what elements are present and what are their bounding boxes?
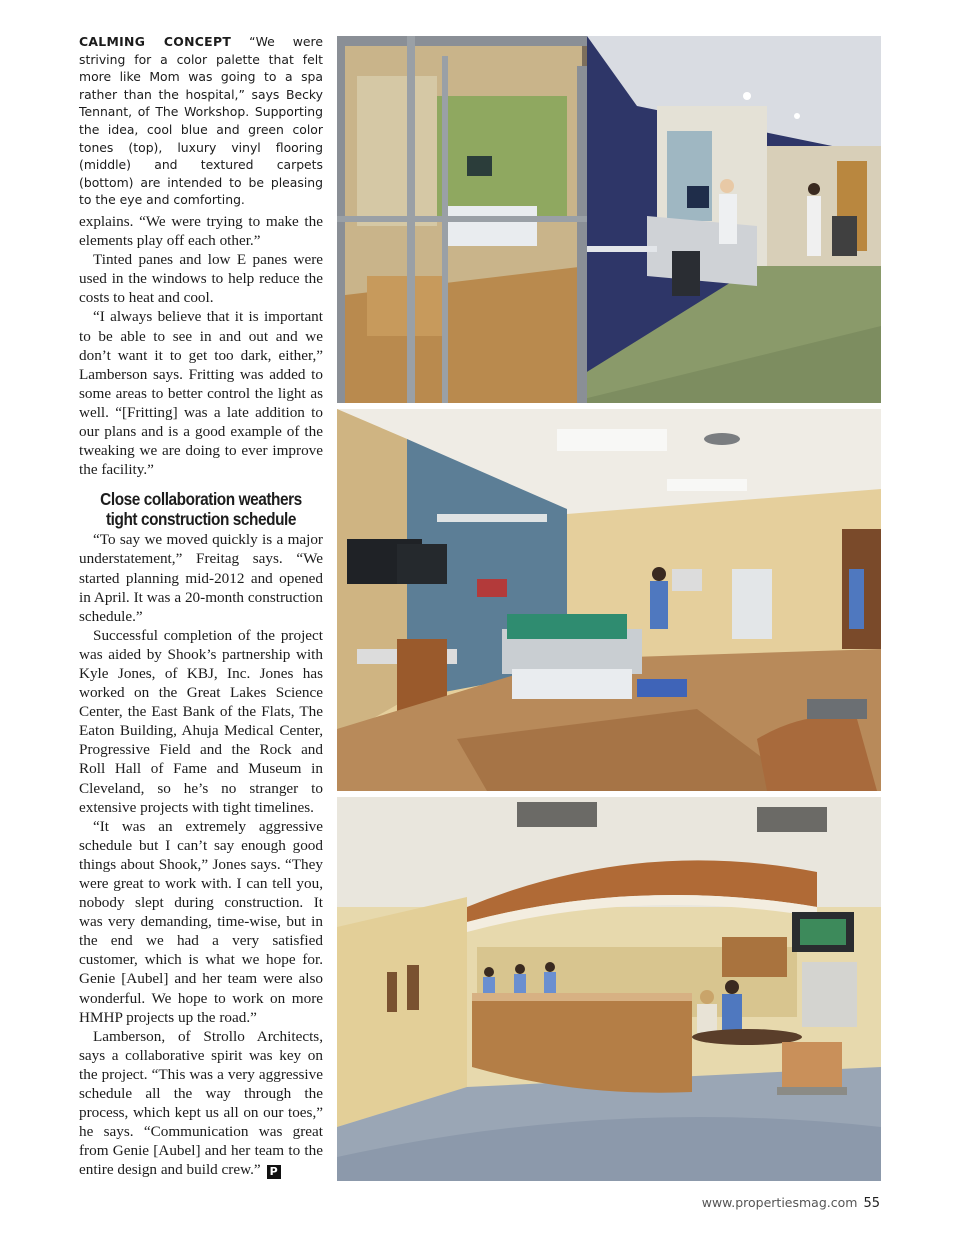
photo-caption [79,33,323,209]
section-heading-line-1: Close collaboration weathers [100,489,302,510]
paragraph-1: explains. “We were trying to make the elements play off each other.” [79,213,323,250]
paragraph-7 [79,1027,323,1180]
paragraph-3: “I always believe that it is important to be able to see in and out and we don’t want it to get too dark, either,” Lamberson says. Fritting was added to some areas to better control the light as well. “[Fritting] was a late addition to our plans and is a good example of the tweaking we are doing to ever improve the facility.” [79,308,323,479]
section-heading [94,489,309,529]
caption-lead: CALMING CONCEPT [79,34,232,49]
section-heading-line-2: tight construction schedule [105,509,297,530]
end-mark-icon: P [267,1165,281,1179]
photo-patient-room [337,409,881,791]
paragraph-7-text: Lamberson, of Strollo Architects, says a collaborative spirit was key on the project. “This was a very aggressive schedule all the way through the process, which kept us all on our toes,” he says. “Communication was great from Genie [Aubel] and her team to the entire design and build crew.” [79,1027,323,1179]
paragraph-6: “It was an extremely aggressive schedule but I can’t say enough good things about Shook,” Jones says. “They were great to work with. I can tell you, nobody slept during construction. It was very demanding, time-wise, but in the end we had a very satisfied customer, which is what we hope for. Genie [Aubel] and her team were also wonderful. We hope to work on more HMHP projects up the road.” [79,817,323,1026]
caption-text: “We were striving for a color palette that felt more like Mom was going to a spa rather than the hospital,” says Becky Tennant, of The Workshop. Supporting the idea, cool blue and green color tones (top), luxury vinyl flooring (middle) and textured carpets (bottom) are intended to be pleasing to the eye and comforting. [79,34,323,208]
page-number: 55 [863,1196,880,1211]
paragraph-4: “To say we moved quickly is a major understatement,” Freitag says. “We started planning mid-2012 and opened in April. It was a 20-month construction schedule.” [79,531,323,625]
photo-corridor-nurse-station [337,36,881,403]
paragraph-2: Tinted panes and low E panes were used in the windows to help reduce the costs to heat and cool. [79,251,323,307]
paragraph-5: Successful completion of the project was aided by Shook’s partnership with Kyle Jones, of KBJ, Inc. Jones has worked on the Great Lakes Science Center, the East Bank of the Flats, The Eaton Building, Ahuja Medical Center, Progressive Field and the Rock and Roll Hall of Fame and Museum in Cleveland, so he’s no stranger to extensive projects with tight timelines. [79,626,323,816]
footer-url: www.propertiesmag.com [701,1195,858,1210]
page-footer [702,1195,880,1211]
article-column [79,212,323,1180]
photo-nurses-station [337,797,881,1181]
